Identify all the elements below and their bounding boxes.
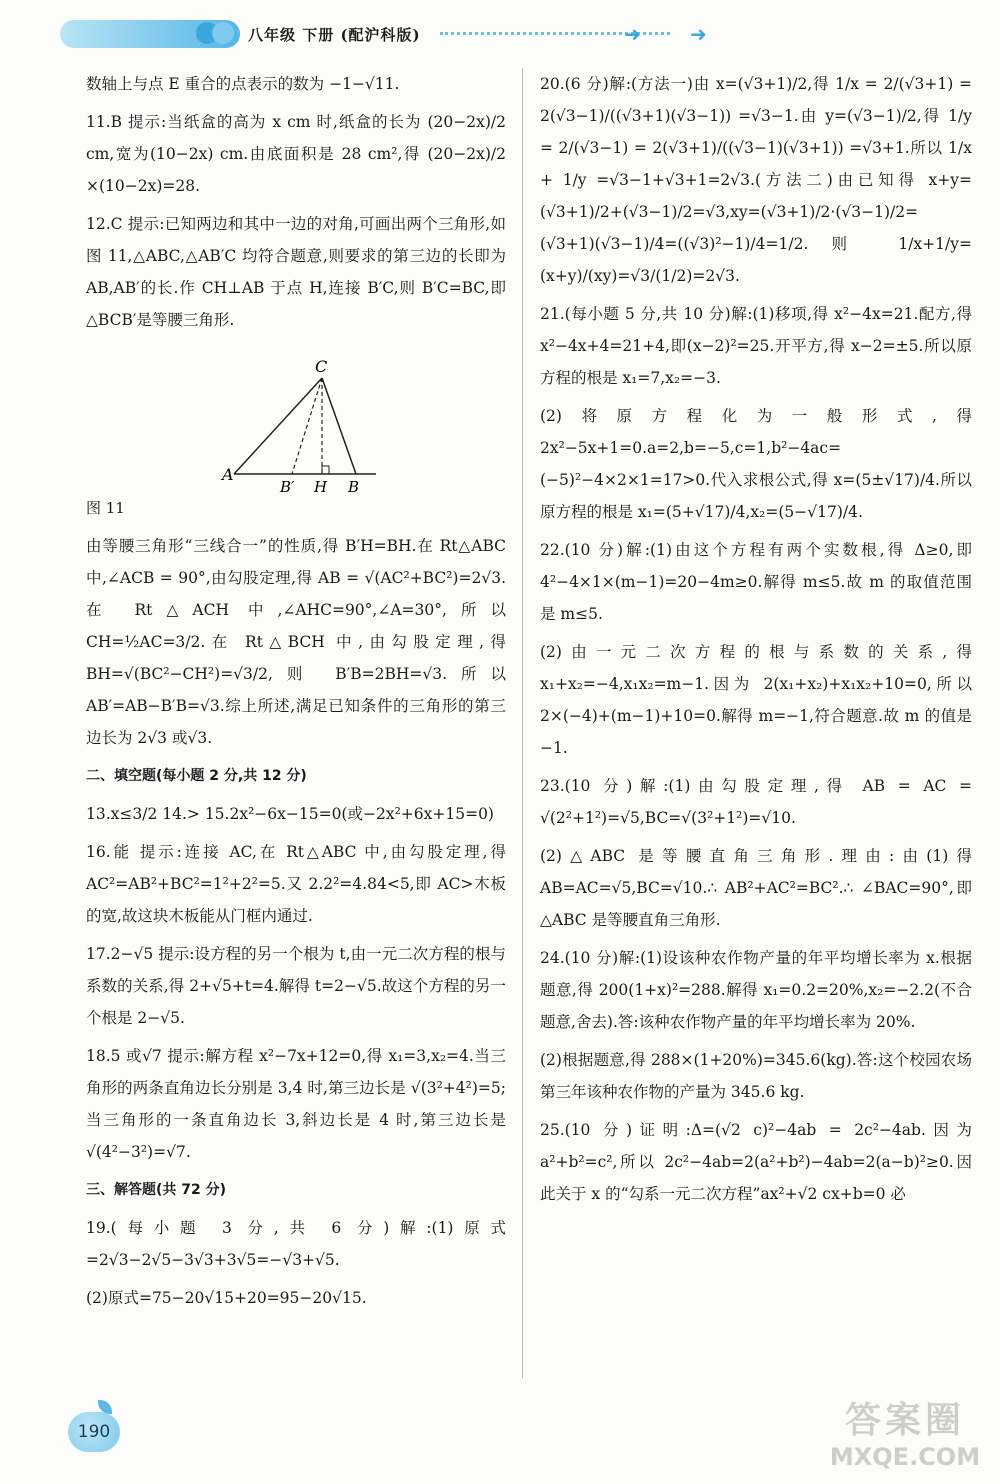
answer-21-2: (2)将原方程化为一般形式,得 2x²−5x+1=0.a=2,b=−5,c=1,b²−4ac=(−5)²−4×2×1=17>0.代入求根公式,得 x=(5±√17)/4.所以原方程的根是 x₁=(5+√17)/4,x₂=(5−√17)/4.: [540, 407, 972, 521]
answer-paragraph: 数轴上与点 E 重合的点表示的数为 −1−√11.: [86, 75, 400, 93]
page-header: [0, 0, 1000, 70]
right-column: [540, 68, 972, 1216]
answer-20: 20.(6 分)解:(方法一)由 x=(√3+1)/2,得 1/x = 2/(√3+1) = 2(√3−1)/((√3+1)(√3−1)) =√3−1.由 y=(√3−1)/2,得 1/y = 2/(√3−1) = 2(√3+1)/((√3−1)(√3+1)) =√3+1.所以 1/x + 1/y =√3−1+√3+1=2√3.(方法二)由已知得 x+y=(√3+1)/2+(√3−1)/2=√3,xy=(√3+1)/2·(√3−1)/2=(√3+1)(√3−1)/4=((√3)²−1)/4=1/2.则 1/x+1/y=(x+y)/(xy)=√3/(1/2)=2√3.: [540, 75, 972, 285]
answer-11: 11.B 提示:当纸盒的高为 x cm 时,纸盒的长为 (20−2x)/2 cm,宽为(10−2x) cm.由底面积是 28 cm²,得 (20−2x)/2 ×(10−2x)=28.: [86, 113, 506, 195]
header-ball-icon: [212, 22, 234, 44]
answer-17: 17.2−√5 提示:设方程的另一个根为 t,由一元二次方程的根与系数的关系,得 2+√5+t=4.解得 t=2−√5.故这个方程的另一个根是 2−√5.: [86, 945, 506, 1027]
answer-19-2: (2)原式=75−20√15+20=95−20√15.: [86, 1289, 367, 1307]
column-divider: [522, 68, 523, 1378]
section-heading: 三、解答题(共 72 分): [86, 1182, 227, 1198]
answer-12: 12.C 提示:已知两边和其中一边的对角,可画出两个三角形,如图 11,△ABC,△AB′C 均符合题意,则要求的第三边的长即为 AB,AB′的长.作 CH⊥AB 于点 H,连接 B′C,则 B′C=BC,即△BCB′是等腰三角形.: [86, 215, 506, 329]
triangle-diagram: [86, 342, 506, 492]
answer-12-continued: 由等腰三角形“三线合一”的性质,得 B′H=BH.在 Rt△ABC 中,∠ACB = 90°,由勾股定理,得 AB = √(AC²+BC²)=2√3.在 Rt△ACH 中,∠AHC=90°,∠A=30°,所以 CH=½AC=3/2.在 Rt△BCH 中,由勾股定理,得 BH=√(BC²−CH²)=√3/2,则 B′B=2BH=√3.所以 AB′=AB−B′B=√3.综上所述,满足已知条件的三角形的第三边长为 2√3 或√3.: [86, 537, 506, 747]
answer-16: 16.能 提示:连接 AC,在 Rt△ABC 中,由勾股定理,得 AC²=AB²+BC²=1²+2²=5.又 2.2²=4.84<5,即 AC>木板的宽,故这块木板能从门框内通过.: [86, 843, 506, 925]
answer-22-1: 22.(10 分)解:(1)由这个方程有两个实数根,得 Δ≥0,即 4²−4×1×(m−1)=20−4m≥0.解得 m≤5.故 m 的取值范围是 m≤5.: [540, 541, 972, 623]
answer-18: 18.5 或√7 提示:解方程 x²−7x+12=0,得 x₁=3,x₂=4.当三角形的两条直角边长分别是 3,4 时,第三边长是 √(3²+4²)=5;当三角形的一条直角边长 3,斜边长是 4 时,第三边长是 √(4²−3²)=√7.: [86, 1047, 506, 1161]
watermark-text: 答案圈: [844, 1400, 965, 1441]
answer-23-2: (2)△ABC 是等腰直角三角形.理由:由(1)得 AB=AC=√5,BC=√10.∴ AB²+AC²=BC².∴ ∠BAC=90°,即△ABC 是等腰直角三角形.: [540, 847, 972, 929]
answer-25: 25.(10 分)证明:Δ=(√2 c)²−4ab = 2c²−4ab.因为 a²+b²=c²,所以 2c²−4ab=2(a²+b²)−4ab=2(a−b)²≥0.因此关于 x 的“勾系一元二次方程”ax²+√2 cx+b=0 必: [540, 1121, 972, 1203]
arrow-right-icon: ➜: [690, 22, 707, 46]
answer-21-1: 21.(每小题 5 分,共 10 分)解:(1)移项,得 x²−4x=21.配方,得 x²−4x+4=21+4,即(x−2)²=25.开平方,得 x−2=±5.所以原方程的根是 x₁=7,x₂=−3.: [540, 305, 972, 387]
answer-19-1: 19.(每小题 3 分,共 6 分)解:(1)原式=2√3−2√5−3√3+3√5=−√3+√5.: [86, 1219, 506, 1269]
figure-caption: 图 11: [86, 499, 125, 517]
header-title: 八年级 下册 (配沪科版): [248, 26, 421, 44]
label-B: B: [348, 478, 360, 492]
left-column: [86, 68, 506, 1320]
answer-13-15: 13.x≤3/2 14.> 15.2x²−6x−15=0(或−2x²+6x+15=0): [86, 805, 494, 823]
answer-23-1: 23.(10 分)解:(1)由勾股定理,得 AB = AC = √(2²+1²)=√5,BC=√(3²+1²)=√10.: [540, 777, 972, 827]
answer-24-2: (2)根据题意,得 288×(1+20%)=345.6(kg).答:这个校园农场第三年该种农作物的产量为 345.6 kg.: [540, 1051, 972, 1101]
answer-24-1: 24.(10 分)解:(1)设该种农作物产量的年平均增长率为 x.根据题意,得 200(1+x)²=288.解得 x₁=0.2=20%,x₂=−2.2(不合题意,舍去).答:该种农作物产量的年平均增长率为 20%.: [540, 949, 972, 1031]
section-heading: 二、填空题(每小题 2 分,共 12 分): [86, 768, 307, 784]
answer-22-2: (2)由一元二次方程的根与系数的关系,得 x₁+x₂=−4,x₁x₂=m−1.因为 2(x₁+x₂)+x₁x₂+10=0,所以 2×(−4)+(m−1)+10=0.解得 m=−1,符合题意.故 m 的值是−1.: [540, 643, 972, 757]
label-A: A: [222, 465, 234, 484]
watermark-logo: [820, 1392, 990, 1480]
page-number: 190: [68, 1412, 120, 1452]
label-C: C: [315, 357, 328, 376]
figure-11: [86, 342, 506, 492]
label-B-prime: B′: [280, 478, 295, 492]
watermark-url: MXQE.COM: [829, 1443, 981, 1471]
arrow-right-icon: ➜: [624, 22, 641, 46]
label-H: H: [314, 478, 328, 492]
